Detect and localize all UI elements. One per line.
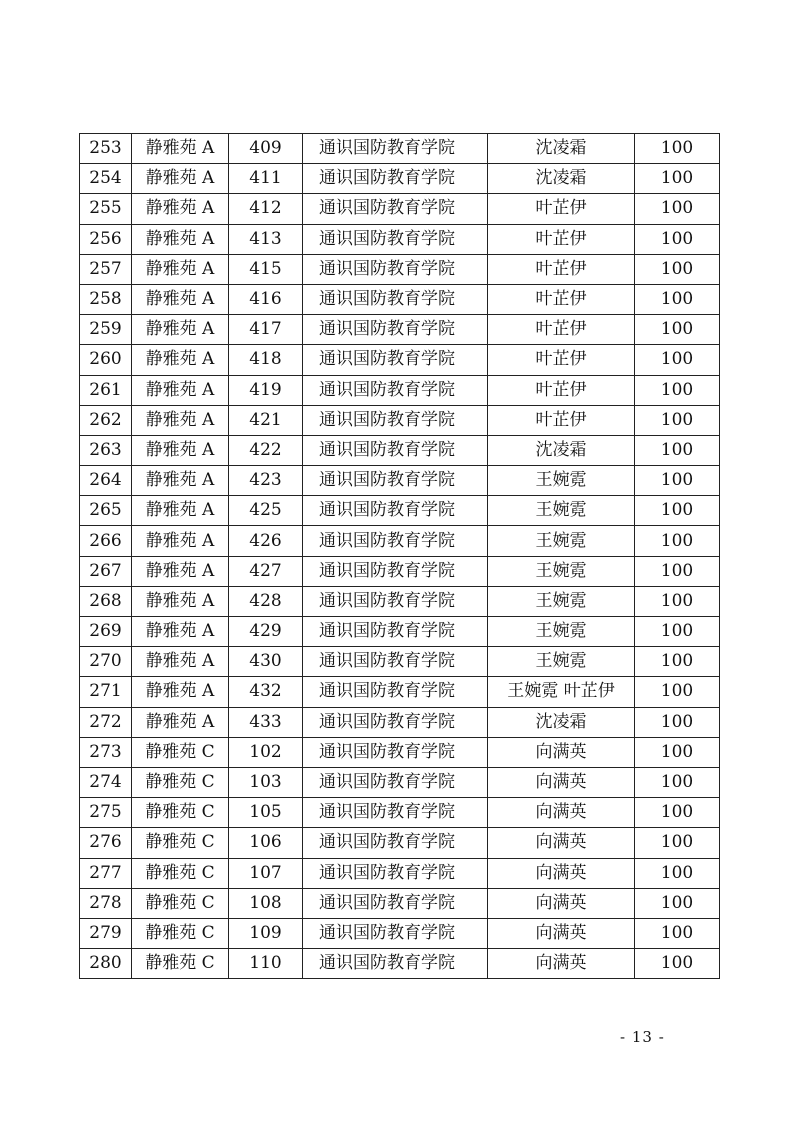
cell-number: 277 [80,858,132,888]
cell-building: 静雅苑 C [132,858,229,888]
table-row [80,556,720,586]
cell-room: 421 [229,405,303,435]
cell-college: 通识国防教育学院 [303,134,488,164]
cell-score: 100 [635,586,720,616]
cell-person-in-charge: 王婉霓 [488,556,635,586]
cell-building: 静雅苑 C [132,767,229,797]
cell-building: 静雅苑 A [132,375,229,405]
cell-number: 269 [80,617,132,647]
cell-building: 静雅苑 A [132,164,229,194]
table-row [80,194,720,224]
cell-building: 静雅苑 A [132,224,229,254]
cell-score: 100 [635,798,720,828]
cell-room: 413 [229,224,303,254]
cell-person-in-charge: 向满英 [488,918,635,948]
cell-building: 静雅苑 C [132,798,229,828]
cell-college: 通识国防教育学院 [303,949,488,979]
cell-number: 271 [80,677,132,707]
cell-college: 通识国防教育学院 [303,556,488,586]
cell-college: 通识国防教育学院 [303,315,488,345]
cell-number: 264 [80,466,132,496]
cell-college: 通识国防教育学院 [303,586,488,616]
cell-person-in-charge: 王婉霓 [488,647,635,677]
cell-room: 426 [229,526,303,556]
table-row [80,315,720,345]
dormitory-inspection-table [79,133,719,979]
cell-room: 428 [229,586,303,616]
cell-score: 100 [635,828,720,858]
cell-building: 静雅苑 A [132,435,229,465]
cell-score: 100 [635,677,720,707]
page-number: - 13 - [620,1028,665,1046]
cell-number: 270 [80,647,132,677]
cell-score: 100 [635,767,720,797]
cell-room: 108 [229,888,303,918]
table-row [80,707,720,737]
cell-room: 102 [229,737,303,767]
cell-number: 275 [80,798,132,828]
cell-building: 静雅苑 C [132,888,229,918]
cell-room: 107 [229,858,303,888]
cell-building: 静雅苑 C [132,949,229,979]
cell-number: 255 [80,194,132,224]
cell-score: 100 [635,918,720,948]
cell-building: 静雅苑 A [132,526,229,556]
cell-number: 261 [80,375,132,405]
cell-room: 105 [229,798,303,828]
cell-person-in-charge: 向满英 [488,798,635,828]
cell-building: 静雅苑 C [132,918,229,948]
cell-room: 106 [229,828,303,858]
cell-score: 100 [635,284,720,314]
cell-person-in-charge: 王婉霓 叶芷伊 [488,677,635,707]
cell-college: 通识国防教育学院 [303,496,488,526]
cell-room: 109 [229,918,303,948]
cell-person-in-charge: 王婉霓 [488,466,635,496]
cell-person-in-charge: 沈凌霜 [488,707,635,737]
cell-building: 静雅苑 A [132,254,229,284]
cell-person-in-charge: 向满英 [488,949,635,979]
cell-score: 100 [635,888,720,918]
cell-number: 265 [80,496,132,526]
cell-college: 通识国防教育学院 [303,677,488,707]
table-row [80,164,720,194]
cell-score: 100 [635,375,720,405]
cell-college: 通识国防教育学院 [303,164,488,194]
cell-number: 262 [80,405,132,435]
cell-score: 100 [635,526,720,556]
cell-score: 100 [635,737,720,767]
cell-number: 272 [80,707,132,737]
cell-score: 100 [635,405,720,435]
cell-college: 通识国防教育学院 [303,737,488,767]
cell-college: 通识国防教育学院 [303,254,488,284]
cell-building: 静雅苑 C [132,737,229,767]
cell-number: 279 [80,918,132,948]
cell-college: 通识国防教育学院 [303,345,488,375]
cell-person-in-charge: 王婉霓 [488,586,635,616]
table-row [80,858,720,888]
cell-college: 通识国防教育学院 [303,194,488,224]
table-row [80,767,720,797]
cell-person-in-charge: 向满英 [488,858,635,888]
cell-college: 通识国防教育学院 [303,707,488,737]
cell-number: 273 [80,737,132,767]
cell-college: 通识国防教育学院 [303,466,488,496]
cell-college: 通识国防教育学院 [303,224,488,254]
cell-score: 100 [635,254,720,284]
cell-college: 通识国防教育学院 [303,828,488,858]
table-row [80,586,720,616]
cell-room: 415 [229,254,303,284]
table-row [80,888,720,918]
table-row [80,526,720,556]
cell-number: 256 [80,224,132,254]
cell-college: 通识国防教育学院 [303,435,488,465]
score-table [79,133,720,979]
cell-room: 430 [229,647,303,677]
cell-person-in-charge: 沈凌霜 [488,164,635,194]
cell-building: 静雅苑 A [132,134,229,164]
cell-person-in-charge: 沈凌霜 [488,134,635,164]
cell-number: 274 [80,767,132,797]
cell-room: 429 [229,617,303,647]
cell-number: 280 [80,949,132,979]
cell-college: 通识国防教育学院 [303,858,488,888]
cell-building: 静雅苑 A [132,284,229,314]
cell-score: 100 [635,224,720,254]
cell-building: 静雅苑 A [132,556,229,586]
cell-person-in-charge: 叶芷伊 [488,375,635,405]
cell-room: 423 [229,466,303,496]
cell-person-in-charge: 向满英 [488,828,635,858]
cell-room: 110 [229,949,303,979]
cell-person-in-charge: 叶芷伊 [488,284,635,314]
table-row [80,134,720,164]
cell-score: 100 [635,315,720,345]
cell-room: 419 [229,375,303,405]
cell-room: 425 [229,496,303,526]
cell-college: 通识国防教育学院 [303,375,488,405]
cell-room: 412 [229,194,303,224]
cell-building: 静雅苑 A [132,677,229,707]
cell-building: 静雅苑 A [132,496,229,526]
table-row [80,918,720,948]
table-row [80,284,720,314]
cell-score: 100 [635,164,720,194]
table-row [80,617,720,647]
table-row [80,375,720,405]
cell-person-in-charge: 叶芷伊 [488,254,635,284]
cell-room: 427 [229,556,303,586]
table-row [80,345,720,375]
cell-person-in-charge: 叶芷伊 [488,194,635,224]
cell-room: 411 [229,164,303,194]
cell-number: 254 [80,164,132,194]
cell-college: 通识国防教育学院 [303,405,488,435]
cell-number: 278 [80,888,132,918]
table-row [80,647,720,677]
cell-number: 267 [80,556,132,586]
cell-college: 通识国防教育学院 [303,888,488,918]
table-row [80,254,720,284]
cell-college: 通识国防教育学院 [303,284,488,314]
table-row [80,496,720,526]
cell-score: 100 [635,707,720,737]
cell-room: 433 [229,707,303,737]
cell-room: 409 [229,134,303,164]
cell-person-in-charge: 向满英 [488,767,635,797]
cell-number: 253 [80,134,132,164]
cell-person-in-charge: 叶芷伊 [488,224,635,254]
cell-number: 259 [80,315,132,345]
cell-score: 100 [635,556,720,586]
cell-score: 100 [635,949,720,979]
cell-building: 静雅苑 A [132,345,229,375]
table-row [80,405,720,435]
cell-building: 静雅苑 A [132,647,229,677]
cell-number: 258 [80,284,132,314]
cell-room: 422 [229,435,303,465]
cell-college: 通识国防教育学院 [303,617,488,647]
cell-score: 100 [635,496,720,526]
cell-person-in-charge: 王婉霓 [488,496,635,526]
cell-college: 通识国防教育学院 [303,798,488,828]
cell-score: 100 [635,647,720,677]
cell-building: 静雅苑 A [132,194,229,224]
cell-room: 416 [229,284,303,314]
cell-number: 263 [80,435,132,465]
cell-room: 417 [229,315,303,345]
cell-room: 432 [229,677,303,707]
cell-room: 103 [229,767,303,797]
table-row [80,949,720,979]
cell-person-in-charge: 王婉霓 [488,617,635,647]
cell-number: 268 [80,586,132,616]
table-row [80,466,720,496]
table-body [80,134,720,979]
cell-person-in-charge: 王婉霓 [488,526,635,556]
cell-person-in-charge: 叶芷伊 [488,315,635,345]
cell-building: 静雅苑 A [132,586,229,616]
cell-score: 100 [635,466,720,496]
table-row [80,798,720,828]
cell-number: 257 [80,254,132,284]
cell-score: 100 [635,134,720,164]
cell-building: 静雅苑 A [132,315,229,345]
cell-person-in-charge: 沈凌霜 [488,435,635,465]
cell-building: 静雅苑 A [132,617,229,647]
cell-building: 静雅苑 A [132,707,229,737]
cell-number: 266 [80,526,132,556]
table-row [80,677,720,707]
cell-score: 100 [635,345,720,375]
cell-room: 418 [229,345,303,375]
cell-college: 通识国防教育学院 [303,767,488,797]
cell-number: 260 [80,345,132,375]
cell-college: 通识国防教育学院 [303,918,488,948]
table-row [80,828,720,858]
cell-score: 100 [635,194,720,224]
cell-college: 通识国防教育学院 [303,647,488,677]
table-row [80,737,720,767]
cell-person-in-charge: 向满英 [488,737,635,767]
cell-number: 276 [80,828,132,858]
cell-college: 通识国防教育学院 [303,526,488,556]
cell-score: 100 [635,858,720,888]
cell-building: 静雅苑 A [132,405,229,435]
cell-person-in-charge: 叶芷伊 [488,405,635,435]
table-row [80,224,720,254]
cell-building: 静雅苑 C [132,828,229,858]
cell-score: 100 [635,617,720,647]
cell-score: 100 [635,435,720,465]
cell-building: 静雅苑 A [132,466,229,496]
cell-person-in-charge: 叶芷伊 [488,345,635,375]
cell-person-in-charge: 向满英 [488,888,635,918]
table-row [80,435,720,465]
